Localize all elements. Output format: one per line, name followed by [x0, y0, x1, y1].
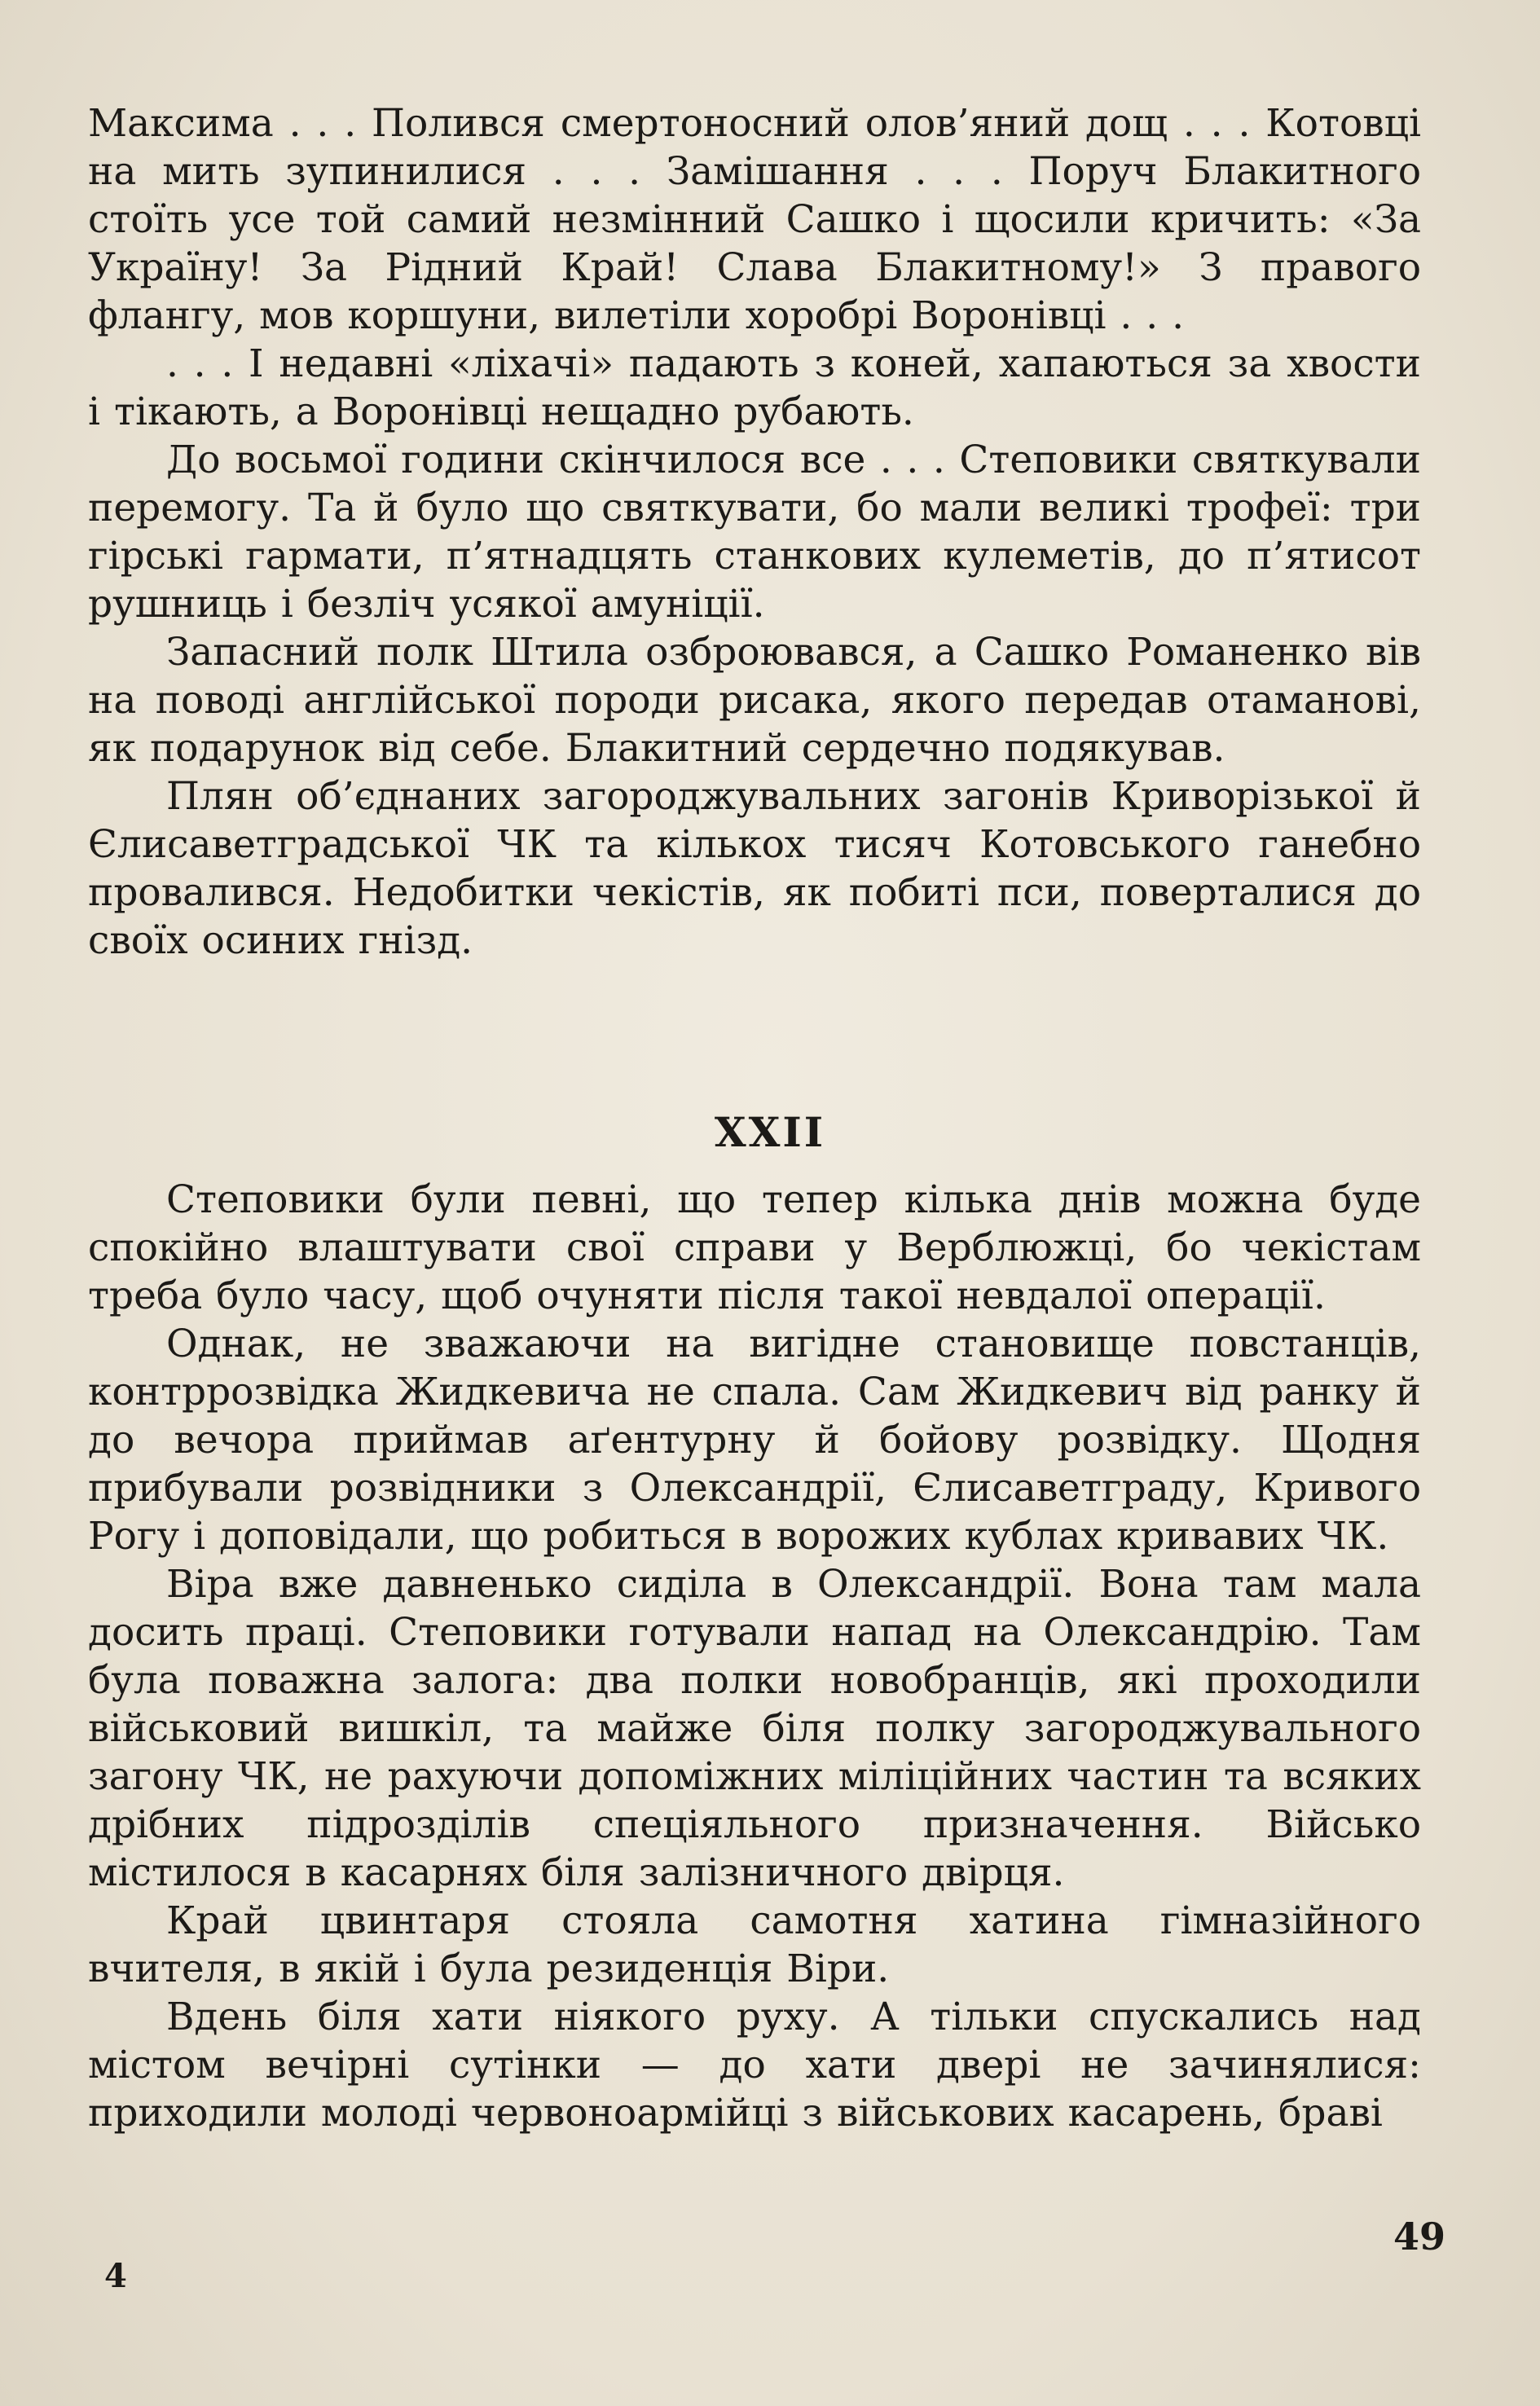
paragraph: Запасний полк Штила озброювався, а Сашко Романенко вів на поводі англійської породи рисака, якого передав отаманові, як подарунок від себе. Блакитний сердечно подякував. — [88, 630, 1421, 771]
paragraph: . . . І недавні «ліхачі» падають з коней, хапаються за хвости і тікають, а Воронівці нещадно рубають. — [88, 341, 1421, 434]
paragraph: Вдень біля хати ніякого руху. А тільки спускались над містом вечірні сутінки — до хати двері не зачинялися: приходили молоді червоноармійці з військових касарень, браві — [88, 1995, 1421, 2135]
paragraph: Степовики були певні, що тепер кілька днів можна буде спокійно влаштувати свої справи у Верблюжці, бо чекістам треба було часу, щоб очуняти після такої невдалої операції. — [88, 1177, 1421, 1318]
section-two-text — [88, 1176, 1421, 2137]
paragraph: До восьмої години скінчилося все . . . Степовики святкували перемогу. Та й було що святкувати, бо мали великі трофеї: три гірські гармати, п’ятнадцять станкових кулеметів, до п’ятисот рушниць і безліч усякої амуніції. — [88, 438, 1421, 627]
section-one-text — [88, 99, 1421, 965]
chapter-heading: XXII — [714, 1108, 826, 1156]
paragraph: Однак, не зважаючи на вигідне становище повстанців, контррозвідка Жидкевича не спала. Сам Жидкевич від ранку й до вечора приймав аґентурну й бойову розвідку. Щодня прибували розвідники з Олександрії, Єлисаветграду, Кривого Рогу і доповідали, що робиться в ворожих кублах кривавих ЧК. — [88, 1322, 1421, 1559]
paragraph: Край цвинтаря стояла самотня хатина гімназійного вчителя, в якій і була резиденція Віри. — [88, 1898, 1421, 1991]
page-number: 49 — [1393, 2215, 1445, 2259]
signature-mark: 4 — [104, 2257, 127, 2295]
paragraph: Віра вже давненько сиділа в Олександрії. Вона там мала досить праці. Степовики готували напад на Олександрію. Там була поважна залога: два полки новобранців, які проходили військовий вишкіл, та майже біля полку загороджувального загону ЧК, не рахуючи допоміжних міліційних частин та всяких дрібних підрозділів спеціяльного призначення. Військо містилося в касарнях біля залізничного двірця. — [88, 1562, 1421, 1895]
paragraph: Плян об’єднаних загороджувальних загонів Криворізької й Єлисаветградської ЧК та кількох тисяч Котовського ганебно провалився. Недобитки чекістів, як побиті пси, поверталися до своїх осиних гнізд. — [88, 774, 1421, 963]
paragraph: Максима . . . Полився смертоносний олов’яний дощ . . . Котовці на мить зупинилися . . . Замішання . . . Поруч Блакитного стоїть усе той самий незмінний Сашко і щосили кричить: «За Україну! За Рідний Край! Слава Блакитному!» З правого флангу, мов коршуни, вилетіли хоробрі Воронівці . . . — [88, 101, 1421, 338]
